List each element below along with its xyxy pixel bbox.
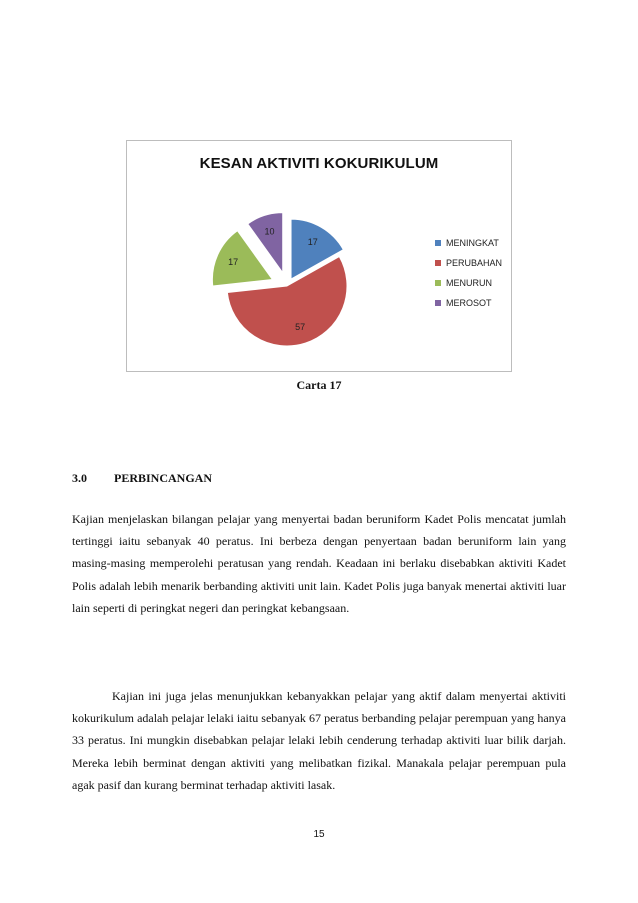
page-number: 15 [313, 829, 325, 840]
legend-item-menurun [435, 273, 502, 293]
legend-label-meningkat: MENINGKAT [446, 238, 499, 248]
legend-label-perubahan: PERUBAHAN [446, 258, 503, 268]
chart-legend [435, 233, 502, 313]
paragraph-2: Kajian ini juga jelas menunjukkan kebanyakkan pelajar yang aktif dalam menyertai aktiviti kokurikulum adalah pelajar lelaki iaitu sebanyak 67 peratus berbanding pelajar perempuan yang hanya 33 peratus. Ini mungkin disebabkan pelajar lelaki lebih cenderung terhadap aktiviti luar bilik darjah. Mereka lebih berminat dengan aktiviti yang melibatkan fizikal. Manakala pelajar perempuan pula agak pasif dan kurang berminat terhadap aktiviti lasak. [72, 689, 566, 792]
legend-swatch-menurun [435, 280, 441, 286]
pie-chart [126, 140, 512, 372]
legend-item-merosot [435, 293, 502, 313]
legend-label-menurun: MENURUN [446, 278, 492, 288]
section-number: 3.0 [72, 471, 87, 485]
data-label-perubahan: 57 [295, 321, 306, 332]
legend-item-perubahan [435, 253, 502, 273]
section-title: PERBINCANGAN [114, 471, 213, 485]
legend-item-meningkat [435, 233, 502, 253]
paragraph-1: Kajian menjelaskan bilangan pelajar yang menyertai badan beruniform Kadet Polis mencatat jumlah tertinggi iaitu sebanyak 40 peratus. Ini berbeza dengan penyertaan badan beruniform lain yang masing-masing memperolehi peratusan yang rendah. Keadaan ini berlaku disebabkan aktiviti Kadet Polis adalah lebih menarik berbanding aktiviti unit lain. Kadet Polis juga banyak menertai aktiviti luar lain seperti di peringkat negeri dan peringkat kebangsaan. [72, 512, 566, 615]
section-heading [72, 471, 212, 486]
legend-swatch-perubahan [435, 260, 441, 266]
legend-label-merosot: MEROSOT [446, 298, 492, 308]
legend-swatch-merosot [435, 300, 441, 306]
legend-swatch-meningkat [435, 240, 441, 246]
data-label-meningkat: 17 [307, 236, 318, 247]
data-label-merosot: 10 [264, 226, 275, 237]
data-label-menurun: 17 [228, 256, 239, 267]
chart-title: KESAN AKTIVITI KOKURIKULUM [199, 155, 439, 172]
chart-caption: Carta 17 [296, 378, 342, 392]
